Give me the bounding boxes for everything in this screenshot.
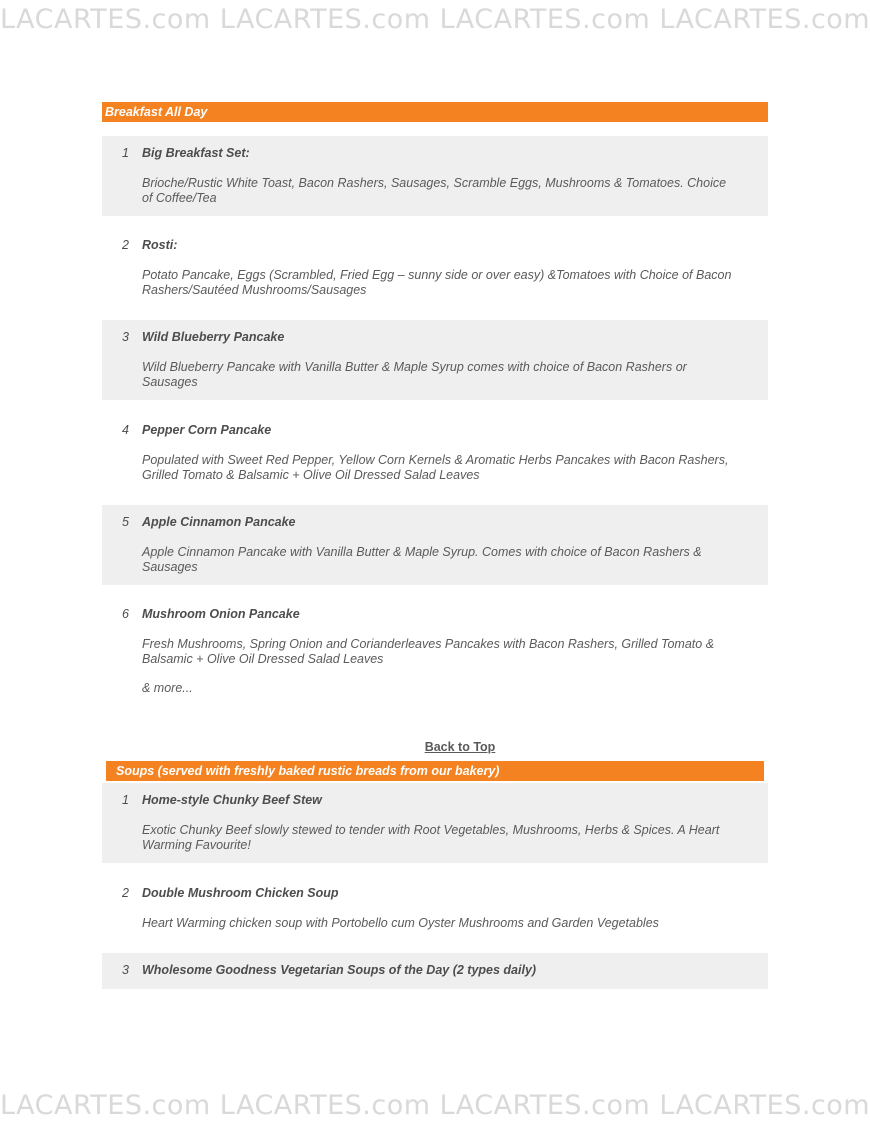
item-name: Wholesome Goodness Vegetarian Soups of the Day (2 types daily): [142, 963, 537, 977]
menu-item: [102, 136, 768, 216]
watermark-bottom: LACARTES.com LACARTES.com LACARTES.com LACARTES.com: [0, 1090, 870, 1121]
item-name: Apple Cinnamon Pancake: [142, 515, 296, 529]
more-text: & more...: [142, 681, 193, 695]
item-number: 6: [122, 607, 129, 621]
menu-item: [102, 876, 768, 936]
menu-item: [102, 413, 768, 493]
menu-item: [102, 228, 768, 308]
item-number: 5: [122, 515, 129, 529]
item-number: 2: [122, 886, 129, 900]
item-name: Wild Blueberry Pancake: [142, 330, 285, 344]
item-description: Potato Pancake, Eggs (Scrambled, Fried Egg – sunny side or over easy) &Tomatoes with Choice of Bacon Rashers/Sautéed Mushrooms/Sausages: [142, 268, 732, 297]
item-name: Home-style Chunky Beef Stew: [142, 793, 322, 807]
menu-item: [102, 597, 768, 677]
watermark-top: LACARTES.com LACARTES.com LACARTES.com LACARTES.com: [0, 4, 870, 35]
item-description: Populated with Sweet Red Pepper, Yellow Corn Kernels & Aromatic Herbs Pancakes with Bacon Rashers, Grilled Tomato & Balsamic + Olive Oil Dressed Salad Leaves: [142, 453, 729, 482]
item-number: 3: [122, 963, 129, 977]
item-name: Big Breakfast Set:: [142, 146, 250, 160]
item-description: Apple Cinnamon Pancake with Vanilla Butter & Maple Syrup. Comes with choice of Bacon Rashers & Sausages: [142, 545, 702, 574]
item-description: Heart Warming chicken soup with Portobello cum Oyster Mushrooms and Garden Vegetables: [142, 916, 659, 930]
item-name: Mushroom Onion Pancake: [142, 607, 300, 621]
item-number: 4: [122, 423, 129, 437]
menu-item: [102, 320, 768, 400]
back-to-top-link[interactable]: Back to Top: [424, 740, 496, 754]
item-number: 2: [122, 238, 129, 252]
item-description: Exotic Chunky Beef slowly stewed to tender with Root Vegetables, Mushrooms, Herbs & Spices. A Heart Warming Favourite!: [142, 823, 720, 852]
menu-item: [102, 505, 768, 585]
section-header-soups: Soups (served with freshly baked rustic breads from our bakery): [106, 761, 764, 781]
item-number: 1: [122, 146, 129, 160]
item-name: Rosti:: [142, 238, 178, 252]
item-description: Wild Blueberry Pancake with Vanilla Butter & Maple Syrup comes with choice of Bacon Rashers or Sausages: [142, 360, 687, 389]
item-number: 1: [122, 793, 129, 807]
item-description: Brioche/Rustic White Toast, Bacon Rashers, Sausages, Scramble Eggs, Mushrooms & Tomatoes. Choice of Coffee/Tea: [142, 176, 727, 205]
item-description: Fresh Mushrooms, Spring Onion and Corianderleaves Pancakes with Bacon Rashers, Grilled Tomato & Balsamic + Olive Oil Dressed Salad Leaves: [142, 637, 715, 666]
menu-item: [102, 953, 768, 989]
item-name: Pepper Corn Pancake: [142, 423, 272, 437]
menu-item: [102, 783, 768, 863]
item-name: Double Mushroom Chicken Soup: [142, 886, 339, 900]
item-number: 3: [122, 330, 129, 344]
section-header-breakfast: Breakfast All Day: [102, 102, 768, 122]
